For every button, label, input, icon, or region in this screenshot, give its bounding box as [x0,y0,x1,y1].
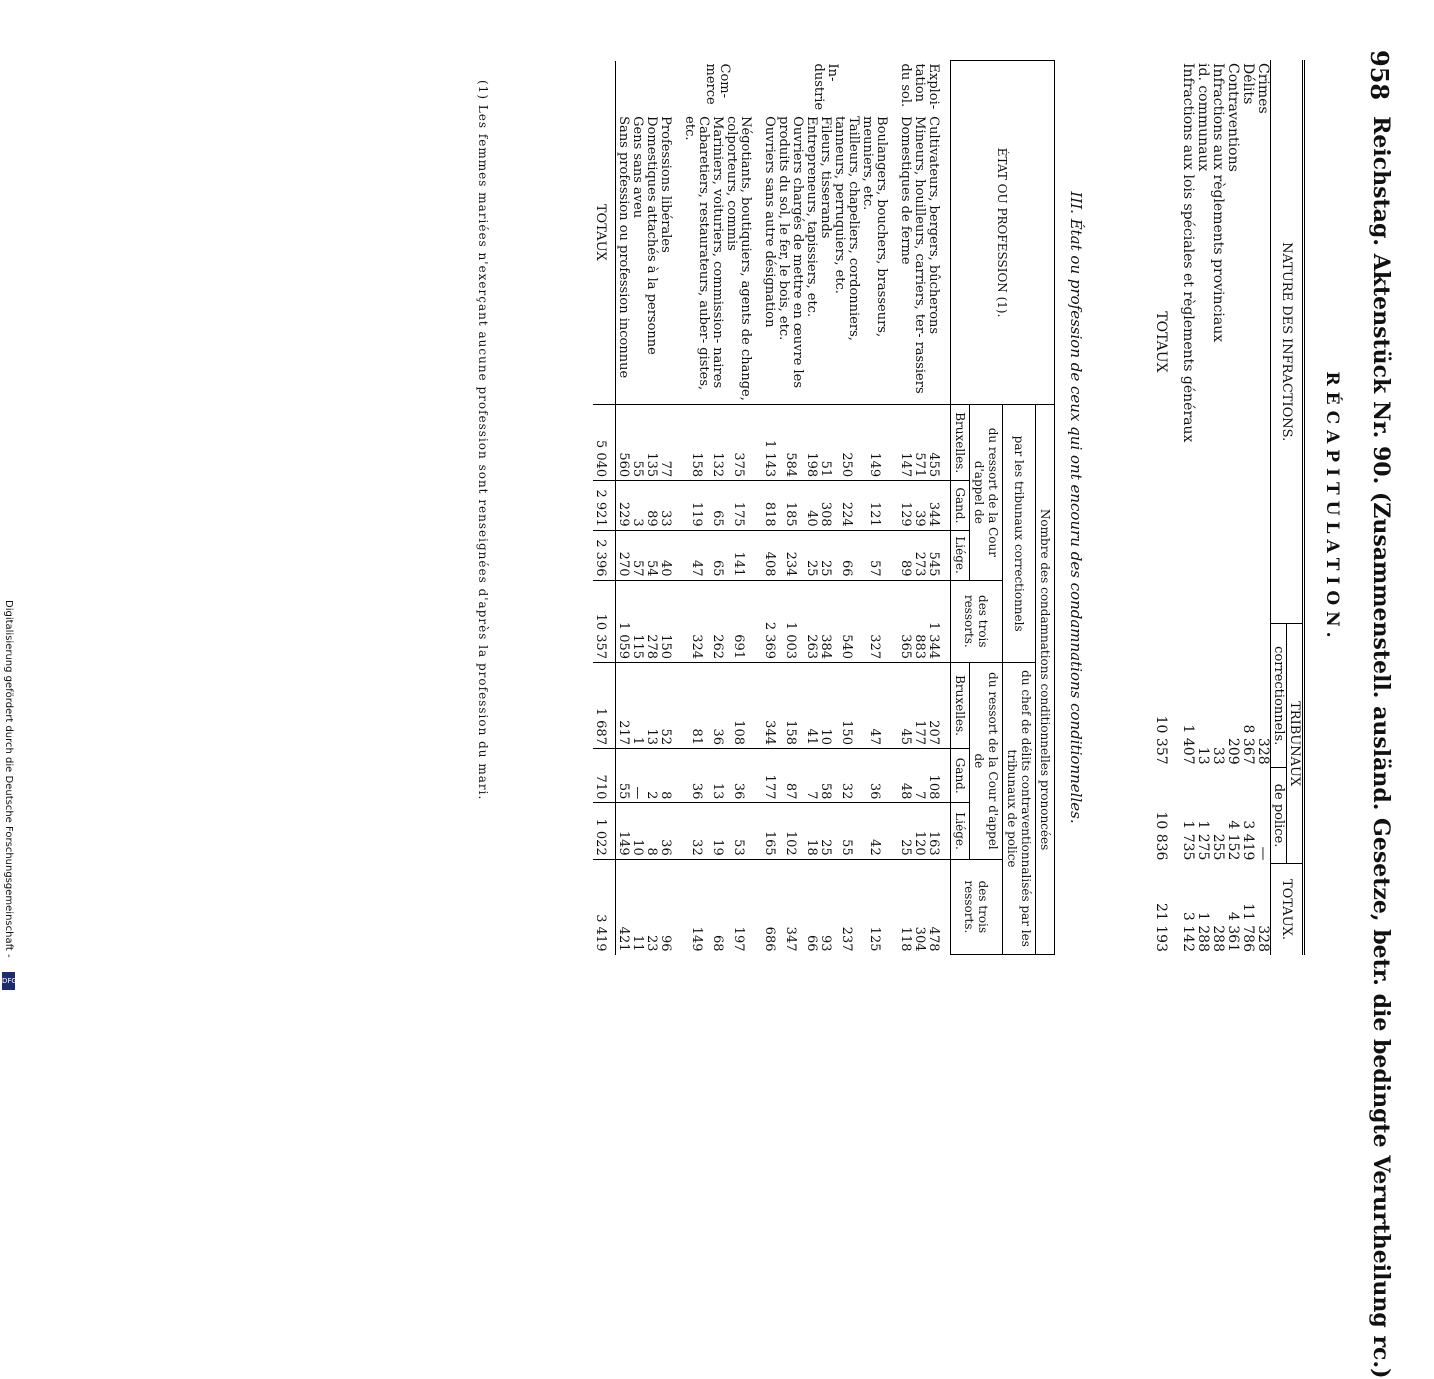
col-liege-1: Liége. [951,530,970,580]
profession-label: Mineurs, houilleurs, carriers, ter- rassiers [912,116,927,394]
recap-row [1240,60,1255,955]
recap-row [1210,60,1225,955]
profession-value: 132 [710,405,724,481]
profession-value: 57 [630,530,644,580]
profession-row [926,61,951,955]
profession-value: 278 [644,580,658,663]
profession-value: 25 [804,530,818,580]
profession-value: 23 [644,859,658,954]
recap-police: 3 419 [1240,820,1256,861]
profession-row [818,61,832,955]
profession-label: Tailleurs, chapeliers, cordonniers, tanneurs, perruquiers, etc. [832,116,861,341]
col-main: Nombre des condamnations conditionnelles prononcées [1036,405,1055,955]
profession-label: Cultivateurs, bergers, bûcherons [926,116,941,335]
recap-police: 1 275 [1195,820,1211,861]
profession-totals-value: 2 921 [593,481,616,530]
profession-value: 1 344 [926,580,951,663]
profession-value: 119 [682,481,710,530]
profession-value: 118 [898,859,912,954]
profession-value: 108 [926,749,951,803]
profession-totals-value: 3 419 [593,859,616,954]
group-name: In- dustrie [811,63,840,111]
col-bruxelles-1: Bruxelles. [951,405,970,481]
profession-row [630,61,644,955]
profession-value: 304 [912,859,926,954]
recap-totals-total: 21 193 [1153,903,1169,952]
profession-table [593,60,1055,955]
profession-value: 89 [644,481,658,530]
profession-value: 66 [804,859,818,954]
profession-label: Domestiques de ferme [898,116,913,265]
profession-value: 25 [898,803,912,859]
profession-value: 40 [658,530,682,580]
profession-value: 234 [776,530,804,580]
profession-value: 25 [818,803,832,859]
profession-value: 42 [860,803,898,859]
profession-row [724,61,762,955]
profession-value: 108 [724,663,762,749]
profession-value: 197 [724,859,762,954]
recap-police: — [1255,846,1271,861]
profession-value: 455 [926,405,951,481]
col-tribunaux: TRIBUNAUX [1287,624,1304,864]
col-etat: ÉTAT OU PROFESSION (1). [951,61,1055,405]
recap-corr: 209 [1225,737,1241,765]
col-nature: NATURE DES INFRACTIONS. [1271,60,1304,624]
recap-total: 1 288 [1195,911,1211,952]
profession-value: 8 [658,749,682,803]
profession-row [762,61,776,955]
recap-total: 11 786 [1240,903,1256,952]
profession-body [593,61,951,955]
profession-value: 51 [818,405,832,481]
profession-value: 120 [912,803,926,859]
profession-label: Sans profession ou profession inconnue [616,116,631,379]
profession-value: 81 [682,663,710,749]
profession-value: 149 [616,803,631,859]
profession-value: 175 [724,481,762,530]
credit-text: Digitalisierung gefördert durch die Deutsche Forschungsgemeinschaft - [3,600,14,958]
profession-value: 686 [762,859,776,954]
profession-value: 691 [724,580,762,663]
profession-value: 408 [762,530,776,580]
profession-label: Mariniers, voituriers, commission- naires [710,116,725,389]
recap-police: 4 152 [1225,820,1241,861]
profession-value: 150 [658,580,682,663]
profession-value: 540 [832,580,860,663]
profession-row [644,61,658,955]
recap-row [1255,60,1271,955]
profession-value: 58 [818,749,832,803]
profession-value: 8 [644,803,658,859]
recap-corr: 8 367 [1240,724,1256,765]
profession-label: Boulangers, bouchers, brasseurs, meuniers, etc. [860,116,889,338]
recap-row [1225,60,1240,955]
profession-value: 1 059 [616,580,631,663]
recap-label: Infractions aux lois spéciales et règlements généraux [1180,63,1196,443]
profession-value: 224 [832,481,860,530]
profession-value: 149 [682,859,710,954]
profession-value: 198 [804,405,818,481]
profession-value: 250 [832,405,860,481]
profession-value: 32 [682,803,710,859]
profession-value: 177 [912,663,926,749]
profession-label: Négotiants, boutiquiers, agents de change, colporteurs, commis [724,116,753,401]
recap-totals-label: TOTAUX [1153,311,1169,373]
profession-value: 163 [926,803,951,859]
profession-value: 571 [912,405,926,481]
profession-row [710,61,724,955]
profession-value: 158 [682,405,710,481]
col-liege-2: Liége. [951,803,970,859]
profession-value: — [630,749,644,803]
profession-row [682,61,710,955]
section3-title: III. État ou profession de ceux qui ont encouru des condamnations conditionnelles. [1067,191,1085,824]
profession-value: 308 [818,481,832,530]
profession-totals-value: 2 396 [593,530,616,580]
profession-value: 13 [644,663,658,749]
group-name [616,61,683,114]
col-totaux: TOTAUX. [1271,863,1304,955]
profession-value: 57 [860,530,898,580]
profession-value: 262 [710,580,724,663]
profession-value: 55 [832,803,860,859]
profession-value: 10 [630,803,644,859]
profession-value: 115 [630,580,644,663]
col-group2: du chef de délits contraventionnalisés par les tribunaux de police [1003,663,1036,955]
profession-value: 36 [682,749,710,803]
profession-value: 237 [832,859,860,954]
page-number: 958 [1365,50,1394,101]
col-trois-2: des trois ressorts. [951,859,1003,954]
recap-label: id. communaux [1195,63,1211,172]
recap-label: Contraventions [1225,63,1241,172]
profession-value: 7 [912,749,926,803]
profession-value: 384 [818,580,832,663]
recap-table [1153,60,1305,955]
col-ressort-1: du ressort de la Cour d'appel de [970,405,1003,580]
profession-value: 47 [682,530,710,580]
profession-value: 229 [616,481,631,530]
profession-row [804,61,818,955]
footnote: (1) Les femmes mariées n'exerçant aucune profession sont renseignées d'après la profession du mari. [476,80,490,801]
profession-label: Gens sans aveu [630,116,645,219]
profession-value: 121 [860,481,898,530]
profession-value: 478 [926,859,951,954]
profession-value: 87 [776,749,804,803]
profession-value: 158 [776,663,804,749]
profession-label: Entrepreneurs, tapissiers, etc. [804,116,819,318]
profession-totals-value: 5 040 [593,405,616,481]
profession-value: 818 [762,481,776,530]
profession-value: 32 [832,749,860,803]
col-ressort-2: du ressort de la Cour d'appel de [970,663,1003,860]
profession-value: 263 [804,580,818,663]
profession-value: 52 [658,663,682,749]
profession-value: 89 [898,530,912,580]
profession-label: Professions libérales [658,116,673,253]
profession-value: 135 [644,405,658,481]
profession-row [860,61,898,955]
running-title: Reichstag. Aktenstück Nr. 90. (Zusammenstell. ausländ. Gesetze, betr. die bedingte Verurtheilung rc.) [1368,116,1394,1379]
profession-value: 36 [658,803,682,859]
profession-totals-label: TOTAUX [593,203,608,261]
profession-value: 65 [710,530,724,580]
profession-value: 185 [776,481,804,530]
col-trois-1: des trois ressorts. [951,580,1003,663]
profession-value: 324 [682,580,710,663]
profession-value: 53 [724,803,762,859]
profession-value: 125 [860,859,898,954]
recap-row [1195,60,1210,955]
profession-value: 45 [898,663,912,749]
dfg-logo: DFG [2,972,15,990]
profession-value: 1 143 [762,405,776,481]
profession-value: 66 [832,530,860,580]
recap-label: Infractions aux règlements provinciaux [1210,63,1226,343]
profession-value: 1 003 [776,580,804,663]
profession-value: 68 [710,859,724,954]
profession-value: 560 [616,405,631,481]
profession-value: 365 [898,580,912,663]
profession-value: 150 [832,663,860,749]
recap-title: RÉCAPITULATION. [1322,371,1342,644]
profession-value: 25 [818,530,832,580]
recap-corr: 33 [1210,746,1226,765]
recap-total: 328 [1255,925,1271,952]
profession-row [658,61,682,955]
profession-totals-row [593,61,616,955]
profession-value: 13 [710,749,724,803]
col-bruxelles-2: Bruxelles. [951,663,970,749]
profession-value: 1 [630,663,644,749]
profession-label: Ouvriers sans autre désignation [762,116,777,328]
profession-row [776,61,804,955]
profession-value: 40 [804,481,818,530]
profession-value: 177 [762,749,776,803]
group-name: Com- merce [703,63,732,105]
profession-row [832,61,860,955]
recap-total: 288 [1210,925,1226,952]
profession-value: 129 [898,481,912,530]
col-gand-1: Gand. [951,481,970,530]
profession-value: 344 [762,663,776,749]
profession-value: 273 [912,530,926,580]
profession-value: 55 [616,749,631,803]
recap-total: 3 142 [1180,911,1196,952]
profession-value: 375 [724,405,762,481]
profession-value: 344 [926,481,951,530]
profession-value: 47 [860,663,898,749]
recap-label: Délits [1240,63,1256,105]
recap-corr: 1 407 [1180,724,1196,765]
profession-label: Ouvriers chargés de mettre en œuvre les produits du sol, le fer, le bois, etc. [776,116,805,389]
profession-value: 149 [860,405,898,481]
profession-totals-value: 710 [593,749,616,803]
profession-label: Domestiques attachés à la personne [644,116,659,355]
profession-value: 584 [776,405,804,481]
document-page [22,20,1400,1379]
profession-label: Fileurs, tisserands [818,116,833,239]
profession-value: 883 [912,580,926,663]
profession-value: 18 [804,803,818,859]
profession-row [616,61,631,955]
profession-value: 36 [860,749,898,803]
profession-label: Cabaretiers, restaurateurs, auber- gistes, etc. [682,116,711,391]
recap-totals-row [1153,60,1180,955]
profession-value: 165 [762,803,776,859]
profession-value: 141 [724,530,762,580]
profession-value: 77 [658,405,682,481]
recap-corr: 328 [1255,737,1271,765]
recap-totals-corr: 10 357 [1153,715,1169,765]
profession-row [898,61,912,955]
col-police: de police. [1271,768,1287,864]
recap-total: 4 361 [1225,911,1241,952]
profession-value: 421 [616,859,631,954]
page-header [1365,50,1394,1379]
profession-value: 54 [644,530,658,580]
profession-value: 33 [658,481,682,530]
profession-value: 217 [616,663,631,749]
profession-value: 3 [630,481,644,530]
profession-value: 270 [616,530,631,580]
profession-value: 55 [630,405,644,481]
profession-value: 147 [898,405,912,481]
profession-totals-value: 10 357 [593,580,616,663]
col-group1: par les tribunaux correctionnels [1003,405,1036,663]
profession-value: 102 [776,803,804,859]
profession-totals-value: 1 022 [593,803,616,859]
recap-label: Crimes [1255,63,1271,114]
recap-police: 255 [1210,833,1226,861]
recap-corr: 13 [1195,746,1211,765]
profession-value: 96 [658,859,682,954]
profession-value: 19 [710,803,724,859]
profession-value: 65 [710,481,724,530]
profession-value: 7 [804,749,818,803]
profession-totals-value: 1 687 [593,663,616,749]
group-name: Exploi- tation du sol. [898,63,941,110]
dfg-credit [2,600,16,990]
profession-value: 48 [898,749,912,803]
profession-value: 2 369 [762,580,776,663]
recap-police: 1 735 [1180,820,1196,861]
col-gand-2: Gand. [951,749,970,803]
profession-value: 36 [710,663,724,749]
col-correctionnels: correctionnels. [1271,624,1287,768]
profession-value: 11 [630,859,644,954]
profession-value: 41 [804,663,818,749]
profession-value: 207 [926,663,951,749]
profession-value: 10 [818,663,832,749]
profession-value: 39 [912,481,926,530]
profession-value: 327 [860,580,898,663]
profession-value: 545 [926,530,951,580]
profession-value: 347 [776,859,804,954]
profession-value: 36 [724,749,762,803]
profession-row [912,61,926,955]
recap-totals-police: 10 836 [1153,811,1169,861]
profession-value: 2 [644,749,658,803]
profession-value: 93 [818,859,832,954]
recap-row [1180,60,1195,955]
